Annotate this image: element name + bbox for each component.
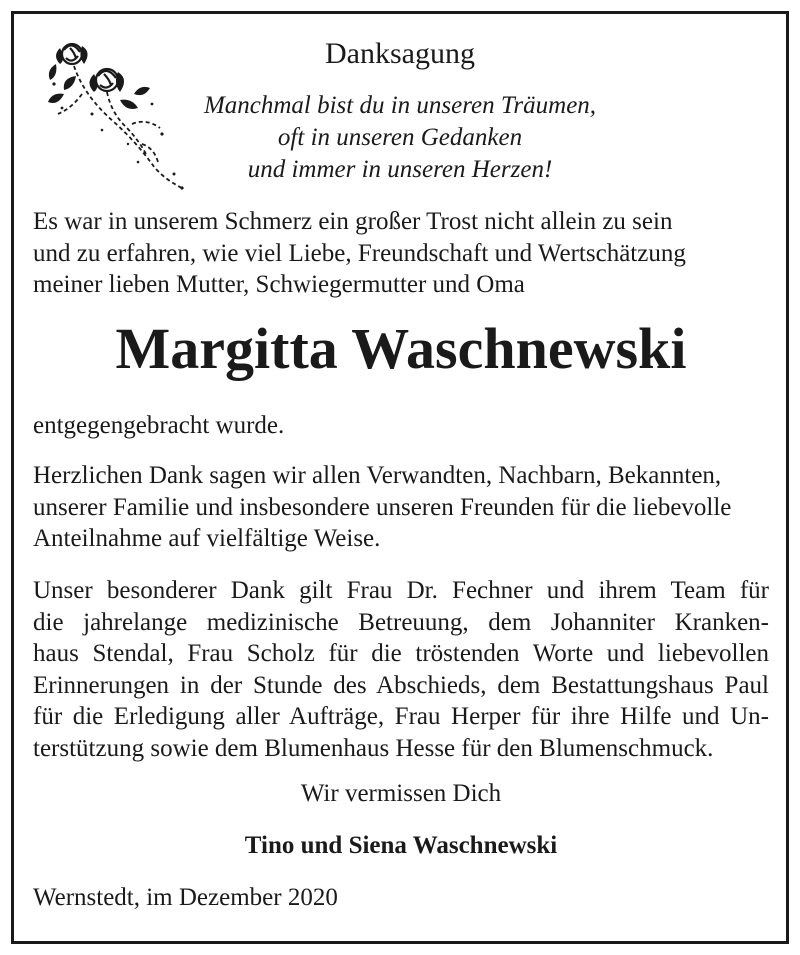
place-date: Wernstedt, im Dezember 2020 [33, 884, 338, 911]
notice-heading: Danksagung [325, 37, 475, 70]
text-line: meiner lieben Mutter, Schwiegermutter und Oma [33, 271, 525, 298]
text-line: Herzlichen Dank sagen wir allen Verwandten, Nachbarn, Bekannten, [33, 462, 722, 489]
deceased-name: Margitta Waschnewski [115, 316, 687, 381]
after-name-text [33, 410, 769, 442]
text-line: Anteilnahme auf vielfältige Weise. [33, 525, 381, 552]
special-thanks-paragraph [33, 575, 769, 764]
text-line: haus Stendal, Frau Scholz für die tröstenden Worte und liebevollen [33, 640, 769, 667]
text-line: terstützung sowie dem Blumenhaus Hesse für den Blumenschmuck. [33, 734, 714, 762]
poem [170, 90, 630, 186]
closing-line: Wir vermissen Dich [300, 780, 502, 807]
signers: Tino und Siena Waschnewski [244, 832, 558, 859]
text-line: Unser besonderer Dank gilt Frau Dr. Fechner und ihrem Team für [33, 577, 769, 604]
text-line: entgegengebracht wurde. [33, 412, 285, 439]
text-line: die jahrelange medizinische Betreuung, dem Johanniter Kranken- [33, 608, 769, 636]
thanks-paragraph [33, 460, 769, 555]
poem-line: oft in unseren Gedanken [277, 124, 523, 151]
text-line: Es war in unserem Schmerz ein großer Trost nicht allein zu sein [33, 208, 673, 235]
intro-paragraph [33, 206, 769, 301]
text-line: unserer Familie und insbesondere unseren Freunden für die liebevolle [33, 493, 732, 521]
text-line: für die Erledigung aller Aufträge, Frau Herper für ihre Hilfe und Un- [33, 703, 769, 730]
text-line: und zu erfahren, wie viel Liebe, Freundschaft und Wertschätzung [33, 239, 686, 267]
text-line: Erinnerungen in der Stunde des Abschieds, dem Bestattungshaus Paul [33, 671, 769, 699]
poem-line: Manchmal bist du in unseren Träumen, [203, 92, 597, 119]
poem-line: und immer in unseren Herzen! [247, 156, 553, 183]
